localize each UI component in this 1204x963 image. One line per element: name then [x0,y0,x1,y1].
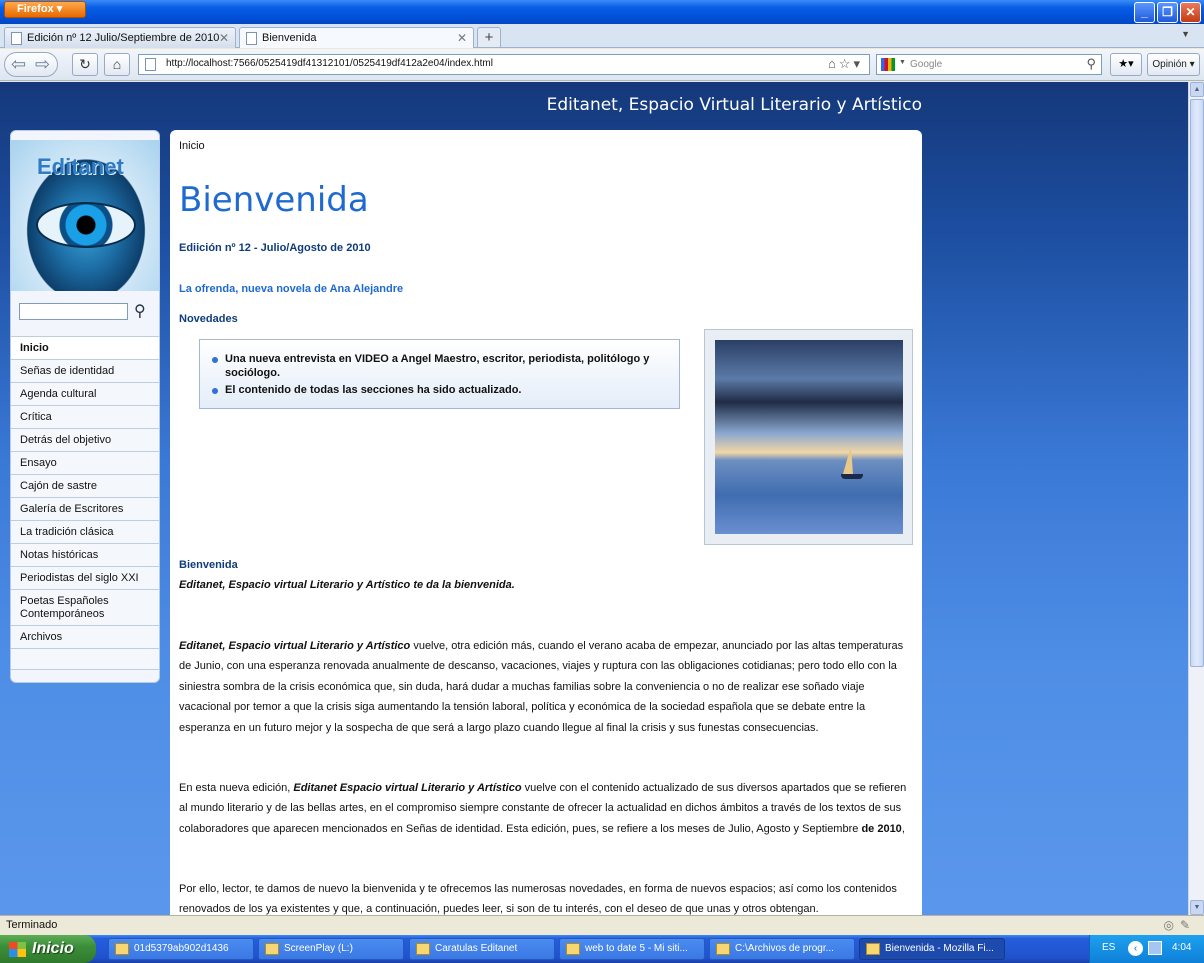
tab-bienvenida[interactable] [239,27,474,48]
restore-button[interactable]: ❐ [1157,2,1178,23]
vertical-scrollbar[interactable] [1188,82,1204,915]
window-titlebar [0,0,1204,24]
network-icon[interactable] [1148,941,1162,955]
firefox-icon [866,943,880,955]
content-panel [170,130,922,915]
opinion-menu-button[interactable]: Opinión ▾ [1147,53,1200,76]
app-icon [566,943,580,955]
sidebar-item-galeria-de-escritores[interactable]: Galería de Escritores [11,497,160,520]
forward-icon[interactable]: ⇨ [35,54,51,74]
search-engine-dropdown-icon[interactable]: ▼ [899,59,906,66]
start-button[interactable] [0,935,96,963]
tab-edicion[interactable] [4,27,236,48]
paragraph-text: vuelve, otra edición más, cuando el verano acaba de empezar, anunciado por las altas temperaturas de Junio, con una esperanza renovada anualmente de descanso, vacaciones, viajes y ruptura con las obligaciones cotidianas; pero todo ello con la siniestra sombra de la crisis económica que, sin duda, hará dudar a muchas familias sobre la conveniencia o no de realizar ese soñado viaje vacacional por temor a que la crisis siga aumentando la tensión laboral, política y económica de la sociedad española que se debate entre la esperanza en un futuro mejor y la sospecha de que será a largo plazo cuando llegue al final la crisis y sus funestas consecuencias. [179,640,904,734]
task-label: 01d5379ab902d1436 [134,943,229,954]
page-icon [246,32,257,45]
sidebar-item-critica[interactable]: Crítica [11,405,160,428]
task-label: web to date 5 - Mi siti... [585,943,688,954]
task-label: Bienvenida - Mozilla Fi... [885,943,994,954]
search-icon[interactable]: ⚲ [1086,56,1096,71]
sidebar-item-empty [11,648,160,670]
status-bar [0,915,1204,935]
sidebar-item-archivos[interactable]: Archivos [11,625,160,648]
news-heading: Novedades [179,313,238,325]
paragraph-text: vuelve con el contenido actualizado de sus diversos apartados que se refieren al mundo literario y de las bellas artes, en el compromiso siempre constante de ofrecer la actualidad en dichos ámbitos a través de los textos de sus colaboradores que aparecen mencionados en Señas de identidad. Esta edición, pues, se refiere a los meses de Julio, Agosto y Septiembre [179,782,907,835]
url-bar[interactable] [138,54,870,75]
site-search-input[interactable] [19,303,128,320]
page-icon [145,58,156,71]
task-screenplay[interactable] [258,938,404,960]
sidebar-item-agenda-cultural[interactable]: Agenda cultural [11,382,160,405]
system-tray [1089,935,1204,963]
task-label: ScreenPlay (L:) [284,943,353,954]
site-title: Editanet, Espacio Virtual Literario y Artístico [546,95,922,115]
logo-text: Editanet [37,154,124,179]
bookmark-star-icon[interactable]: ⌂☆▾ [827,56,863,71]
news-item: Una nueva entrevista en VIDEO a Angel Maestro, escritor, periodista, politólogo y sociólogo. [225,352,659,380]
tray-chevron-icon[interactable]: ‹ [1128,941,1143,956]
sidebar-item-poetas[interactable]: Poetas Españoles Contemporáneos [11,589,160,625]
firefox-menu-label: Firefox [17,3,54,15]
task-label: Caratulas Editanet [435,943,518,954]
home-button[interactable]: ⌂ [104,53,130,76]
task-cmd[interactable] [709,938,855,960]
search-icon[interactable]: ⚲ [134,303,146,320]
novel-link[interactable]: La ofrenda, nueva novela de Ana Alejandre [179,283,404,295]
sidebar-item-detras-del-objetivo[interactable]: Detrás del objetivo [11,428,160,451]
reload-button[interactable]: ↻ [72,53,98,76]
task-caratulas[interactable] [409,938,555,960]
sidebar-item-senas-de-identidad[interactable]: Señas de identidad [11,359,160,382]
sidebar-item-la-tradicion-clasica[interactable]: La tradición clásica [11,520,160,543]
sailboat-photo [715,340,903,534]
tab-close-icon[interactable]: ✕ [218,31,229,45]
back-icon[interactable]: ⇦ [11,54,27,74]
tab-label: Edición nº 12 Julio/Septiembre de 2010 [27,32,220,44]
scroll-thumb[interactable] [1190,99,1204,667]
task-folder-1[interactable] [108,938,254,960]
tab-list-icon[interactable]: ▼ [1181,29,1190,39]
status-icons: ◎✎ [1163,918,1196,932]
search-bar[interactable] [876,54,1102,75]
page-viewport [0,82,1188,915]
folder-icon [115,943,129,955]
back-forward-group [4,52,58,77]
new-tab-button[interactable]: + [477,27,501,48]
paragraph-1 [179,636,909,738]
sidebar [10,130,160,683]
news-item: El contenido de todas las secciones ha sido actualizado. [225,383,659,397]
close-button[interactable]: ✕ [1180,2,1201,23]
scroll-down-icon[interactable]: ▼ [1190,900,1204,915]
task-firefox[interactable] [859,938,1005,960]
language-indicator[interactable]: ES [1102,942,1116,953]
url-text: http://localhost:7566/0525419df41312101/0525419df412a2e04/index.html [166,58,493,69]
photo-frame [704,329,913,545]
sidebar-item-notas-historicas[interactable]: Notas históricas [11,543,160,566]
news-box [199,339,680,409]
site-logo [11,140,160,291]
task-webtodate[interactable] [559,938,705,960]
edition-label: Ediición nº 12 - Julio/Agosto de 2010 [179,242,371,254]
bookmarks-button[interactable]: ★▾ [1110,53,1142,76]
taskbar [0,935,1204,963]
welcome-subtitle: Editanet, Espacio virtual Literario y Artístico te da la bienvenida. [179,579,515,591]
sidebar-item-ensayo[interactable]: Ensayo [11,451,160,474]
google-icon [881,58,895,71]
paragraph-text: , [901,822,905,835]
minimize-button[interactable]: _ [1134,2,1155,23]
tab-close-icon[interactable]: ✕ [456,31,467,45]
tab-bar [0,24,1204,48]
task-label: C:\Archivos de progr... [735,943,834,954]
sidebar-item-inicio[interactable]: Inicio [11,336,160,359]
paragraph-emphasis: Editanet, Espacio virtual Literario y Artístico [179,640,411,652]
sidebar-item-periodistas[interactable]: Periodistas del siglo XXI [11,566,160,589]
page-title: Bienvenida [179,180,369,220]
search-placeholder: Google [910,59,943,70]
opinion-label: Opinión [1152,59,1187,70]
scroll-up-icon[interactable]: ▲ [1190,82,1204,97]
clock: 4:04 [1172,942,1192,953]
tab-label: Bienvenida [262,32,317,44]
navigation-toolbar [0,49,1204,81]
status-text: Terminado [6,919,58,931]
sailboat-icon [843,446,853,474]
sidebar-item-cajon-de-sastre[interactable]: Cajón de sastre [11,474,160,497]
eye-icon [36,202,136,248]
boat-hull [841,474,863,479]
windows-flag-icon [9,942,26,957]
paragraph-bold: de 2010 [861,822,902,835]
paragraph-emphasis: Editanet Espacio virtual Literario y Artístico [293,782,522,794]
start-label: Inicio [32,940,74,957]
page-icon [11,32,22,45]
paragraph-3: Por ello, lector, te damos de nuevo la bienvenida y te ofrecemos las numerosas novedades, en forma de nuevos espacios; así como los contenidos renovados de los ya existentes y que, a continuación, puedes leer, si son de tu interés, con el deseo de que unas y otros obtengan. [179,883,897,915]
firefox-menu-button[interactable]: Firefox ▾ [4,1,86,18]
folder-icon [416,943,430,955]
welcome-heading: Bienvenida [179,559,238,571]
paragraph-text: En esta nueva edición, [179,782,294,794]
console-icon [716,943,730,955]
drive-icon [265,943,279,955]
paragraph-2 [179,778,909,839]
sidebar-menu [11,336,160,670]
breadcrumb[interactable]: Inicio [179,140,205,152]
